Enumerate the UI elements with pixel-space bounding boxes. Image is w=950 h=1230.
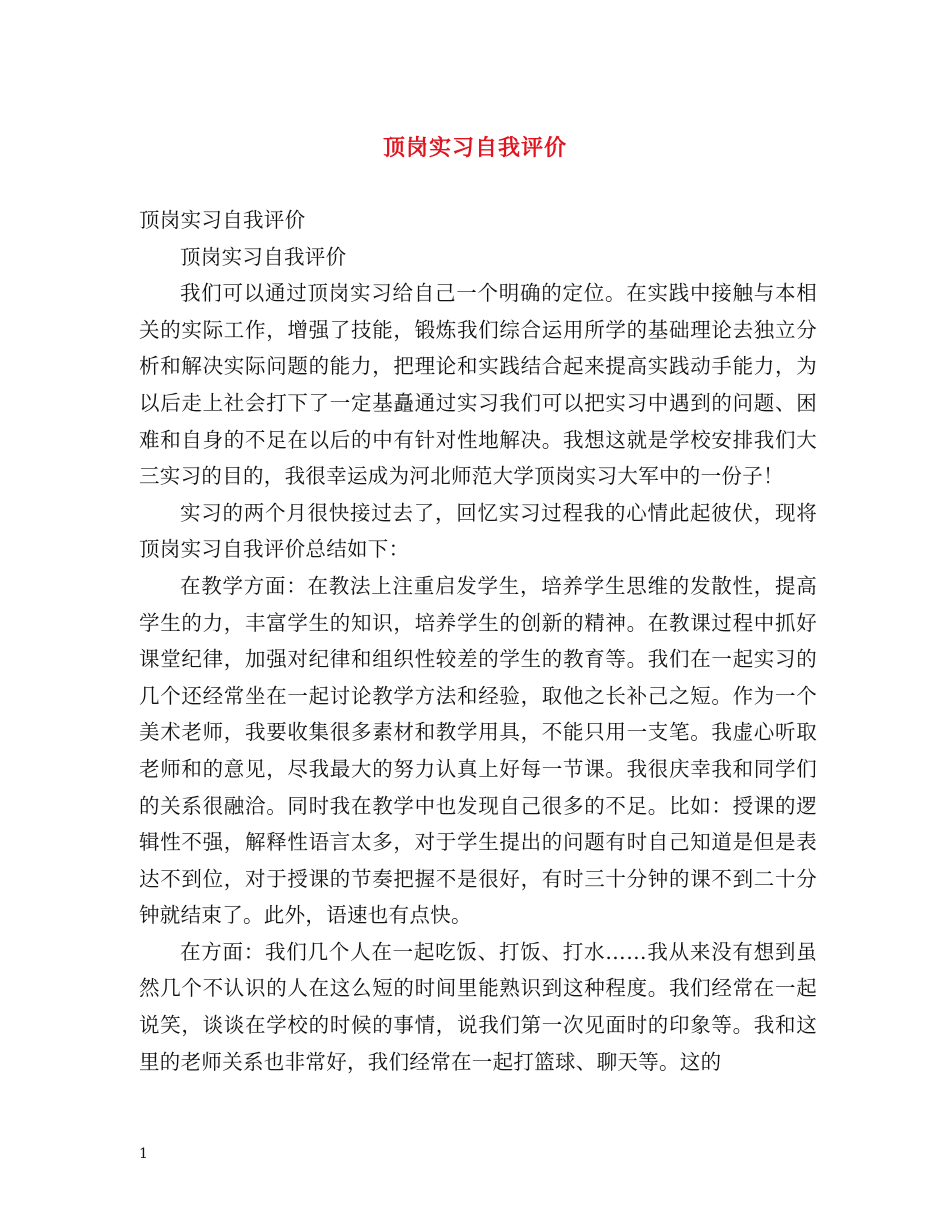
page-number: 1 [139, 1146, 148, 1162]
paragraph: 顶岗实习自我评价 [180, 244, 347, 269]
paragraph: 在方面：我们几个人在一起吃饭、打饭、打水……我从来没有想到虽然几个不认识的人在这么短的时间里能熟识到这种程度。我们经常在一起说笑，谈谈在学校的时候的事情，说我们第一次见面时的印象等。我和这里的老师关系也非常好，我们经常在一起打篮球、聊天等。这的 [139, 939, 817, 1074]
document-title: 顶岗实习自我评价 [382, 135, 567, 161]
paragraph: 实习的两个月很快接过去了，回忆实习过程我的心情此起彼伏，现将顶岗实习自我评价总结如下： [139, 500, 817, 562]
document-body [139, 202, 817, 1080]
paragraph: 我们可以通过顶岗实习给自己一个明确的定位。在实践中接触与本相关的实际工作，增强了技能，锻炼我们综合运用所学的基础理论去独立分析和解决实际问题的能力，把理论和实践结合起来提高实践动手能力，为以后走上社会打下了一定基矗通过实习我们可以把实习中遇到的问题、困难和自身的不足在以后的中有针对性地解决。我想这就是学校安排我们大三实习的目的，我很幸运成为河北师范大学顶岗实习大军中的一份子！ [139, 281, 817, 489]
paragraph: 在教学方面：在教法上注重启发学生，培养学生思维的发散性，提高学生的力，丰富学生的知识，培养学生的创新的精神。在教课过程中抓好课堂纪律，加强对纪律和组织性较差的学生的教育等。我们在一起实习的几个还经常坐在一起讨论教学方法和经验，取他之长补己之短。作为一个美术老师，我要收集很多素材和教学用具，不能只用一支笔。我虚心听取老师和的意见，尽我最大的努力认真上好每一节课。我很庆幸我和同学们的关系很融洽。同时我在教学中也发现自己很多的不足。比如：授课的逻辑性不强，解释性语言太多，对于学生提出的问题有时自己知道是但是表达不到位，对于授课的节奏把握不是很好，有时三十分钟的课不到二十分钟就结束了。此外，语速也有点快。 [139, 573, 817, 928]
heading-plain: 顶岗实习自我评价 [139, 208, 306, 232]
